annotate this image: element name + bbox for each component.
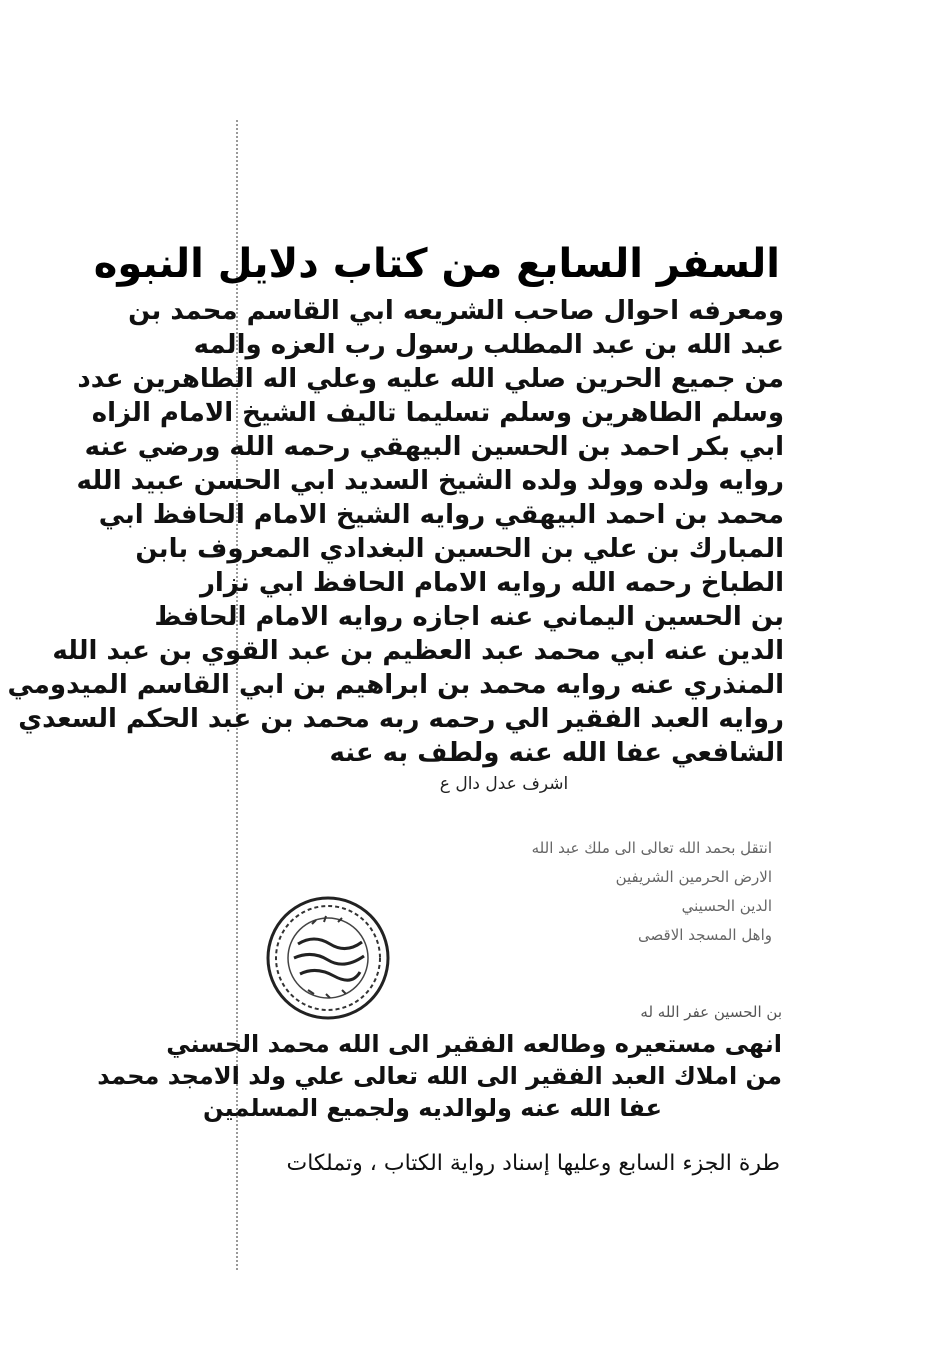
manuscript-line: من جميع الحرين صلي الله عليه وعلي اله الطاهرين عدد <box>77 364 784 394</box>
ownership-note-line: من املاك العبد الفقير الى الله تعالى علي ولد الامجد محمد <box>97 1062 782 1090</box>
ownership-note-line: الارض الحرمين الشريفين <box>615 868 772 886</box>
manuscript-line: روايه العبد الفقير الي رحمه ربه محمد بن عبد الحكم السعدي <box>18 704 784 734</box>
manuscript-text-block <box>7 294 784 796</box>
manuscript-line: محمد بن احمد البيهقي روايه الشيخ الامام الحافظ ابي <box>98 500 784 530</box>
manuscript-line: المبارك بن علي بن الحسين البغدادي المعروف بابن <box>135 534 784 564</box>
manuscript-line: ومعرفه احوال صاحب الشريعه ابي القاسم محمد بن <box>128 296 784 326</box>
manuscript-line: ابي بكر احمد بن الحسين البيهقي رحمه الله ورضي عنه <box>84 432 784 462</box>
ownership-note-line: الدين الحسيني <box>681 897 772 915</box>
manuscript-page <box>7 238 792 1122</box>
ownership-note-line: انهى مستعيره وطالعه الفقير الى الله محمد الحسني <box>166 1030 782 1058</box>
manuscript-signature: اشرف عدل دال ع <box>439 774 569 794</box>
manuscript-line: روايه ولده وولد ولده الشيخ السديد ابي الحسن عبيد الله <box>76 466 784 496</box>
ownership-note-line: واهل المسجد الاقصى <box>638 926 772 944</box>
ownership-note-line: انتقل بحمد الله تعالى الى ملك عبد الله <box>531 839 772 857</box>
manuscript-line: بن الحسين اليماني عنه اجازه روايه الامام الحافظ <box>154 602 784 632</box>
manuscript-line: الطباخ رحمه الله روايه الامام الحافظ ابي نزار <box>199 568 784 598</box>
ownership-notes-faint <box>342 834 772 950</box>
ownership-note-line: عفا الله عنه ولوالديه ولجميع المسلمين <box>203 1094 662 1122</box>
seal-stamp-icon <box>264 894 392 1022</box>
figure-caption: طرة الجزء السابع وعليها إسناد رواية الكتاب ، وتملكات <box>286 1151 780 1176</box>
manuscript-line: عبد الله بن عبد المطلب رسول رب العزه والمه <box>193 330 784 360</box>
manuscript-line: الدين عنه ابي محمد عبد العظيم بن عبد القوي بن عبد الله <box>52 636 784 666</box>
manuscript-line: المنذري عنه روايه محمد بن ابراهيم بن ابي القاسم الميدومي <box>7 670 784 700</box>
manuscript-line: وسلم الطاهرين وسلم تسليما تاليف الشيخ الامام الزاه <box>91 398 784 428</box>
manuscript-title: السفر السابع من كتاب دلايل النبوه <box>93 241 780 287</box>
manuscript-line: الشافعي عفا الله عنه ولطف به عنه <box>329 738 784 768</box>
ownership-note-line: بن الحسين عفر الله له <box>640 1003 782 1021</box>
